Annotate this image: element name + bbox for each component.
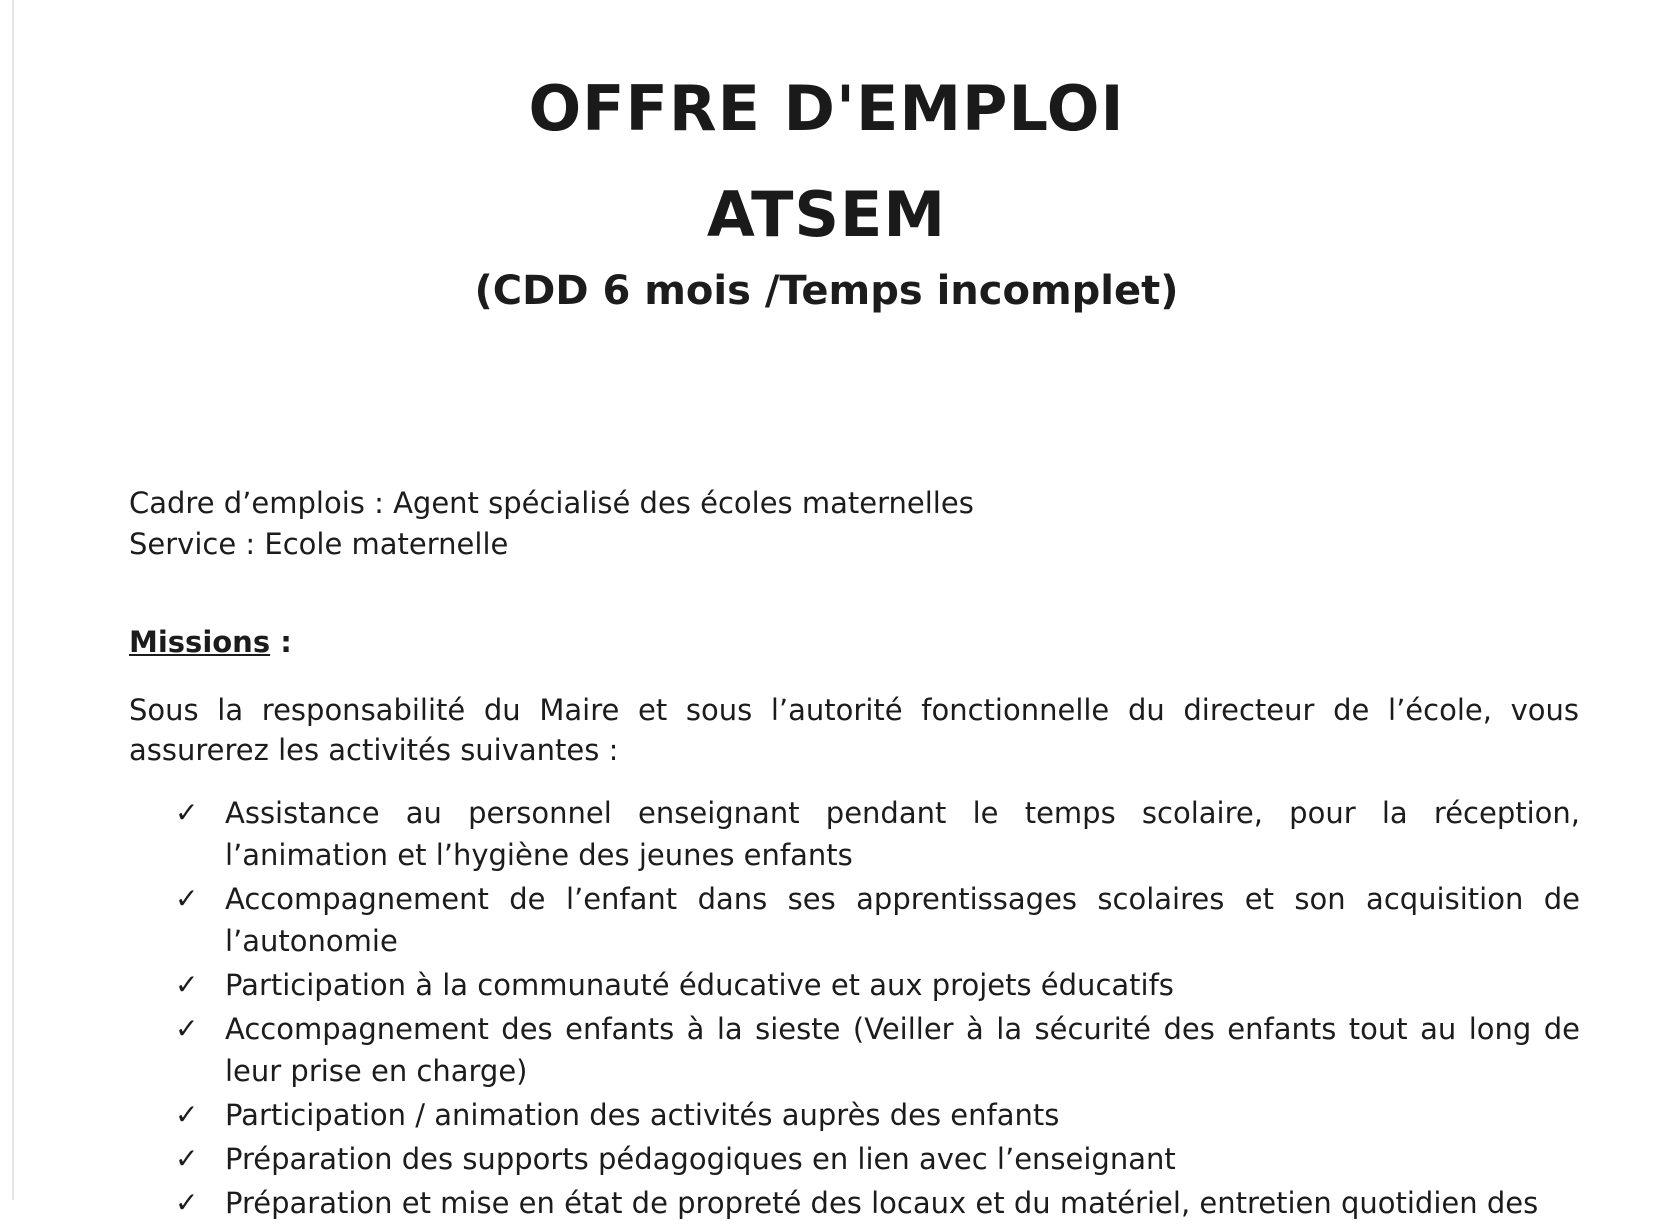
missions-heading-word: Missions — [129, 625, 271, 659]
job-title: ATSEM — [706, 178, 947, 251]
check-icon: ✓ — [175, 796, 199, 829]
check-icon: ✓ — [175, 1098, 199, 1131]
mission-item — [175, 964, 1580, 1006]
check-icon: ✓ — [175, 1186, 199, 1219]
check-icon: ✓ — [175, 968, 199, 1001]
mission-item-text: Accompagnement des enfants à la sieste (Veiller à la sécurité des enfants tout au long de leur prise en charge) — [225, 1012, 1580, 1088]
mission-item-text: Assistance au personnel enseignant pendant le temps scolaire, pour la réception, l’animation et l’hygiène des jeunes enfants — [225, 796, 1580, 872]
mission-item — [175, 1182, 1580, 1224]
missions-heading-colon: : — [270, 625, 292, 659]
check-icon: ✓ — [175, 1142, 199, 1175]
missions-list — [175, 792, 1580, 1226]
cadre-line: Cadre d’emplois : Agent spécialisé des écoles maternelles — [129, 486, 974, 520]
document-title: OFFRE D'EMPLOI — [528, 72, 1125, 145]
mission-item-text: Participation / animation des activités auprès des enfants — [225, 1098, 1060, 1132]
check-icon: ✓ — [175, 1012, 199, 1045]
contract-subtitle: (CDD 6 mois /Temps incomplet) — [474, 268, 1179, 314]
missions-heading — [129, 625, 292, 659]
mission-item-text: Participation à la communauté éducative et aux projets éducatifs — [225, 968, 1174, 1002]
mission-item-text: Préparation des supports pédagogiques en lien avec l’enseignant — [225, 1142, 1176, 1176]
mission-item — [175, 1008, 1580, 1092]
mission-item-text: Préparation et mise en état de propreté des locaux et du matériel, entretien quotidien des — [225, 1186, 1539, 1220]
check-icon: ✓ — [175, 882, 199, 915]
mission-item — [175, 878, 1580, 962]
mission-item — [175, 792, 1580, 876]
mission-item — [175, 1138, 1580, 1180]
mission-item-text: Accompagnement de l’enfant dans ses apprentissages scolaires et son acquisition de l’autonomie — [225, 882, 1580, 958]
missions-intro: Sous la responsabilité du Maire et sous l’autorité fonctionnelle du directeur de l’école, vous assurerez les activités suivantes : — [129, 693, 1579, 767]
service-line: Service : Ecole maternelle — [129, 527, 509, 561]
mission-item — [175, 1094, 1580, 1136]
